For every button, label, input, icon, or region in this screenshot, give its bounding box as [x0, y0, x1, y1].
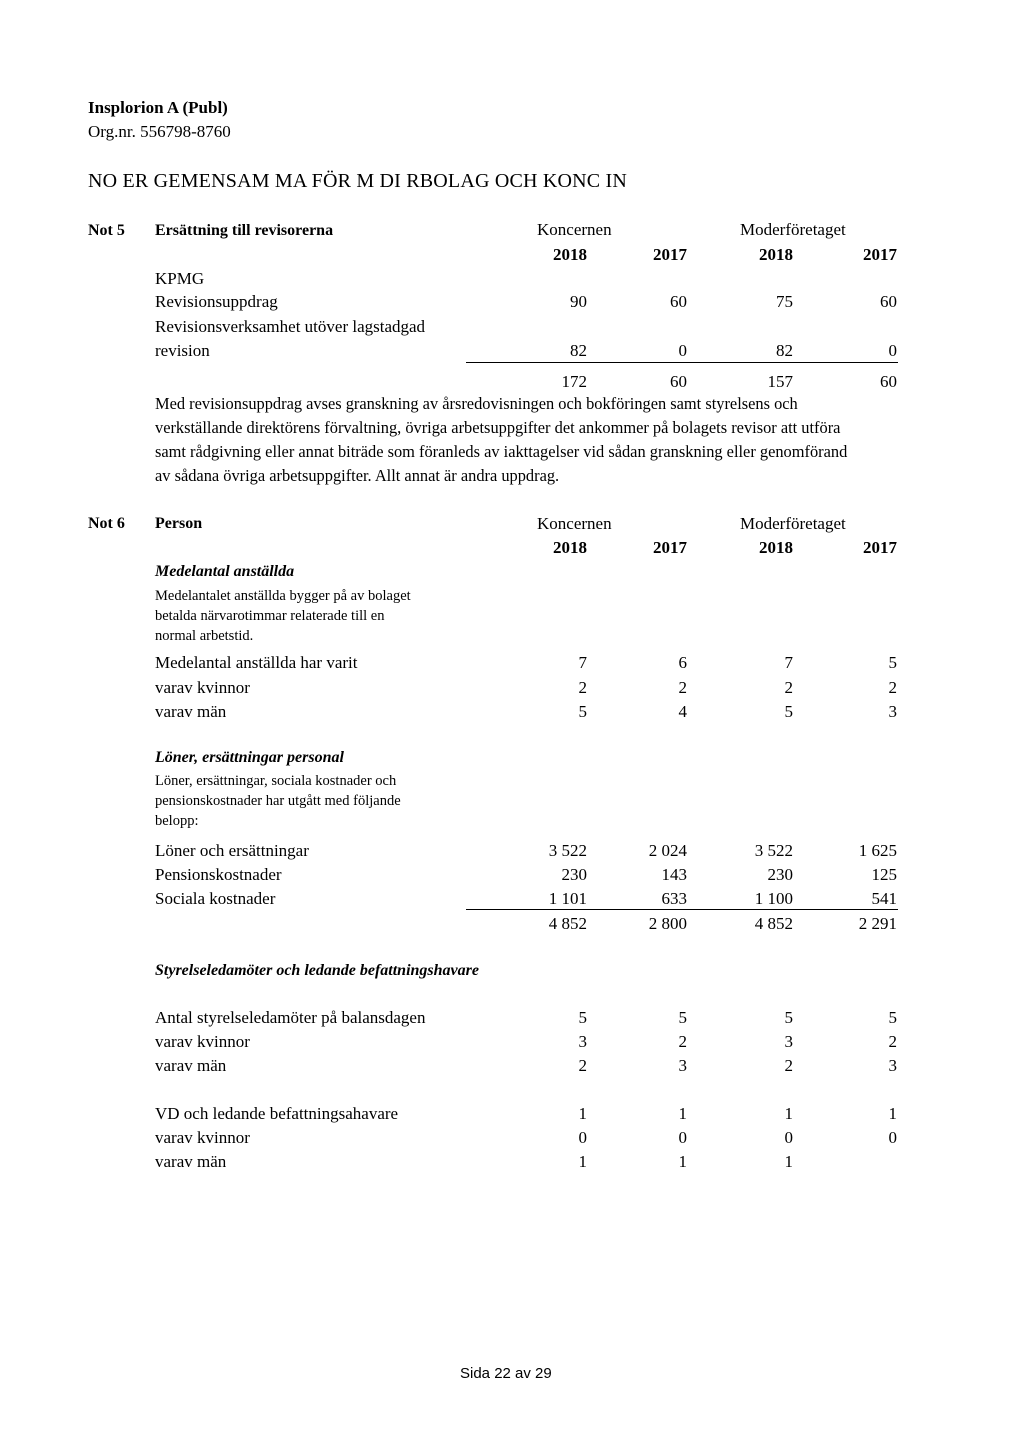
value-cell: 0 [678, 341, 687, 360]
section-description [155, 586, 411, 646]
description-line: Medelantalet anställda bygger på av bolaget [155, 588, 411, 604]
value-cell: 2 [678, 678, 687, 697]
table-row [155, 653, 900, 677]
value-cell: 5 [888, 1008, 897, 1027]
value-cell: 3 [784, 1032, 793, 1051]
value-cell: 633 [661, 889, 687, 908]
description-line: Löner, ersättningar, sociala kostnader och [155, 773, 397, 789]
value-cell: 125 [871, 865, 897, 884]
table-row [155, 1128, 900, 1152]
value-cell: 1 [678, 1104, 687, 1123]
total-cell: 4 852 [548, 914, 587, 933]
value-cell: 7 [784, 653, 793, 672]
total-cell: 157 [767, 372, 793, 391]
value-cell: 1 [784, 1104, 793, 1123]
note5-explanation [155, 392, 920, 488]
value-cell: 5 [578, 1008, 587, 1027]
section-heading-loner: Löner, ersättningar personal [155, 749, 344, 766]
value-cell: 3 [678, 1056, 687, 1075]
sum-underline [466, 909, 898, 910]
org-number: Org.nr. 556798-8760 [88, 122, 231, 141]
table-row [155, 317, 900, 341]
note5-kpmg-label: KPMG [155, 269, 205, 288]
note5-year: 2018 [553, 245, 587, 264]
value-cell: 5 [888, 653, 897, 672]
value-cell: 60 [880, 292, 897, 311]
value-cell: 4 [678, 702, 687, 721]
row-label: varav män [155, 1056, 227, 1075]
note5-group-koncern: Koncernen [537, 220, 612, 239]
paragraph-line: samt rådgivning eller annat biträde som föranleds av iakttagelser vid sådan granskning eller genomförand [155, 442, 848, 461]
note5-year: 2017 [653, 245, 687, 264]
value-cell: 2 [578, 678, 587, 697]
row-label: Medelantal anställda har varit [155, 653, 358, 672]
value-cell: 0 [678, 1128, 687, 1147]
description-line: betalda närvarotimmar relaterade till en [155, 608, 385, 624]
description-line: pensionskostnader har utgått med följande [155, 793, 401, 809]
value-cell: 5 [678, 1008, 687, 1027]
value-cell: 75 [776, 292, 793, 311]
section-description [155, 771, 401, 831]
row-label: varav män [155, 1152, 227, 1171]
total-cell: 172 [561, 372, 587, 391]
value-cell: 0 [784, 1128, 793, 1147]
value-cell: 5 [784, 1008, 793, 1027]
page-number: Sida 22 av 29 [460, 1365, 552, 1382]
row-label: varav kvinnor [155, 678, 250, 697]
value-cell: 143 [661, 865, 687, 884]
table-row [155, 292, 900, 316]
value-cell: 230 [767, 865, 793, 884]
value-cell: 0 [888, 341, 897, 360]
row-label: Löner och ersättningar [155, 841, 309, 860]
value-cell: 60 [670, 292, 687, 311]
table-row [155, 1032, 900, 1056]
value-cell: 1 [578, 1152, 587, 1171]
value-cell: 2 024 [648, 841, 687, 860]
value-cell: 0 [888, 1128, 897, 1147]
value-cell: 2 [678, 1032, 687, 1051]
value-cell: 2 [784, 678, 793, 697]
value-cell: 1 101 [548, 889, 587, 908]
section-heading-medelantal: Medelantal anställda [155, 563, 295, 580]
value-cell: 2 [888, 678, 897, 697]
row-label: VD och ledande befattningsahavare [155, 1104, 399, 1123]
row-label: Antal styrelseledamöter på balansdagen [155, 1008, 426, 1027]
value-cell: 90 [570, 292, 587, 311]
row-label: revision [155, 341, 210, 360]
value-cell: 2 [888, 1032, 897, 1051]
table-row [155, 1104, 900, 1128]
row-label: varav kvinnor [155, 1128, 250, 1147]
table-row [155, 1056, 900, 1080]
row-label: Pensionskostnader [155, 865, 282, 884]
value-cell: 0 [578, 1128, 587, 1147]
value-cell: 1 100 [754, 889, 793, 908]
note6-year: 2017 [863, 538, 897, 557]
table-row [155, 1008, 900, 1032]
paragraph-line: av sådana övriga arbetsuppgifter. Allt annat är andra uppdrag. [155, 466, 560, 485]
value-cell: 230 [561, 865, 587, 884]
value-cell: 3 522 [754, 841, 793, 860]
table-row [155, 841, 900, 865]
table-row [155, 1152, 900, 1176]
value-cell: 1 [784, 1152, 793, 1171]
row-label: Revisionsuppdrag [155, 292, 278, 311]
company-name: Insplorion A (Publ) [88, 98, 228, 117]
note6-year: 2018 [553, 538, 587, 557]
value-cell: 1 [678, 1152, 687, 1171]
row-label: Revisionsverksamhet utöver lagstadgad [155, 317, 426, 336]
notes-title: NO ER GEMENSAM MA FÖR M DI RBOLAG OCH KONC IN [88, 170, 628, 192]
note6-year: 2017 [653, 538, 687, 557]
table-row [155, 865, 900, 889]
value-cell: 5 [784, 702, 793, 721]
total-cell: 4 852 [754, 914, 793, 933]
value-cell: 541 [871, 889, 897, 908]
value-cell: 3 [578, 1032, 587, 1051]
note5-year: 2018 [759, 245, 793, 264]
total-cell: 2 291 [858, 914, 897, 933]
description-line: belopp: [155, 813, 199, 829]
note6-title: Person [155, 515, 203, 532]
total-cell: 60 [670, 372, 687, 391]
value-cell: 82 [776, 341, 793, 360]
note5-title: Ersättning till revisorerna [155, 222, 334, 239]
table-row [155, 678, 900, 702]
value-cell: 2 [784, 1056, 793, 1075]
value-cell: 1 625 [858, 841, 897, 860]
value-cell: 7 [578, 653, 587, 672]
note5-group-moder: Moderföretaget [740, 220, 846, 239]
value-cell: 3 [888, 1056, 897, 1075]
note5-year: 2017 [863, 245, 897, 264]
total-cell: 60 [880, 372, 897, 391]
note6-group-moder: Moderföretaget [740, 514, 846, 533]
value-cell: 1 [578, 1104, 587, 1123]
description-line: normal arbetstid. [155, 628, 254, 644]
row-label: varav män [155, 702, 227, 721]
row-label: Sociala kostnader [155, 889, 276, 908]
note6-year: 2018 [759, 538, 793, 557]
row-label: varav kvinnor [155, 1032, 250, 1051]
note6-group-koncern: Koncernen [537, 514, 612, 533]
paragraph-line: verkställande direktörens förvaltning, övriga arbetsuppgifter det ankommer på bolagets revisor att utföra [155, 418, 841, 437]
total-cell: 2 800 [648, 914, 687, 933]
note5-number: Not 5 [88, 222, 125, 239]
value-cell: 3 [888, 702, 897, 721]
value-cell: 2 [578, 1056, 587, 1075]
value-cell: 1 [888, 1104, 897, 1123]
total-row [155, 914, 900, 938]
paragraph-line: Med revisionsuppdrag avses granskning av årsredovisningen och bokföringen samt styrelsens och [155, 394, 798, 413]
value-cell: 82 [570, 341, 587, 360]
value-cell: 3 522 [548, 841, 587, 860]
value-cell: 5 [578, 702, 587, 721]
value-cell: 6 [678, 653, 687, 672]
sum-underline [466, 362, 898, 363]
note6-number: Not 6 [88, 515, 125, 532]
section-heading-styrelse: Styrelseledamöter och ledande befattningshavare [155, 962, 479, 979]
table-row [155, 702, 900, 726]
